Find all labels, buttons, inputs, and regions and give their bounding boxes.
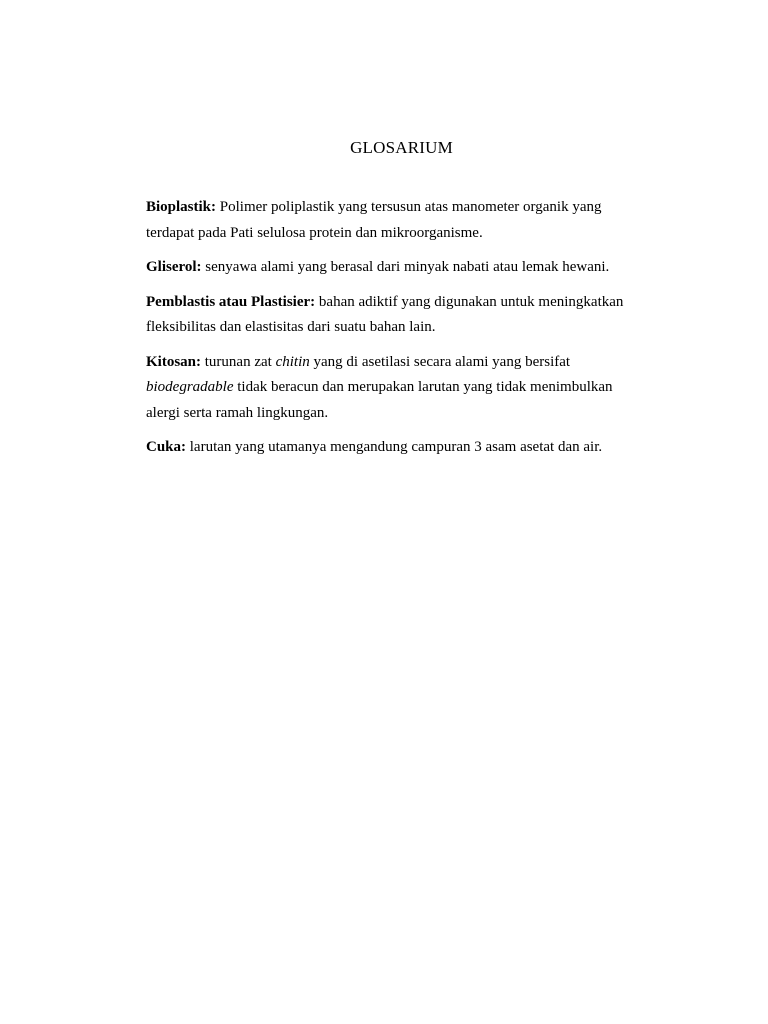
glossary-definition-italic: chitin <box>275 353 310 370</box>
glossary-definition: senyawa alami yang berasal dari minyak nabati atau lemak hewani. <box>201 259 610 275</box>
glossary-list <box>146 195 646 470</box>
glossary-entry-cuka <box>146 435 646 461</box>
glossary-term: Bioplastik: <box>146 199 217 215</box>
glossary-definition: tidak beracun dan merupakan larutan yang tidak menimbulkan alergi serta ramah lingkungan. <box>146 379 613 421</box>
glossary-definition: yang di asetilasi secara alami yang bersifat <box>309 353 571 370</box>
glossary-definition: turunan zat <box>201 353 276 370</box>
glossary-entry-gliserol <box>146 255 646 281</box>
glossary-term: Pemblastis atau Plastisier: <box>146 293 316 310</box>
page-title: GLOSARIUM <box>350 138 453 157</box>
glossary-definition: bahan adiktif yang digunakan untuk meningkatkan fleksibilitas dan elastisitas dari suatu bahan lain. <box>146 293 624 335</box>
glossary-definition-italic: biodegradable <box>146 379 234 395</box>
glossary-entry-kitosan <box>146 350 646 427</box>
glossary-term: Cuka: <box>146 439 187 455</box>
glossary-definition: larutan yang utamanya mengandung campuran 3 asam asetat dan air. <box>186 439 603 455</box>
glossary-term: Kitosan: <box>146 353 202 370</box>
glossary-entry-bioplastik <box>146 195 646 246</box>
glossary-definition: Polimer poliplastik yang tersusun atas manometer organik yang terdapat pada Pati selulosa protein dan mikroorganisme. <box>146 199 602 241</box>
glossary-entry-plastisier <box>146 290 646 341</box>
glossary-term: Gliserol: <box>146 259 202 275</box>
